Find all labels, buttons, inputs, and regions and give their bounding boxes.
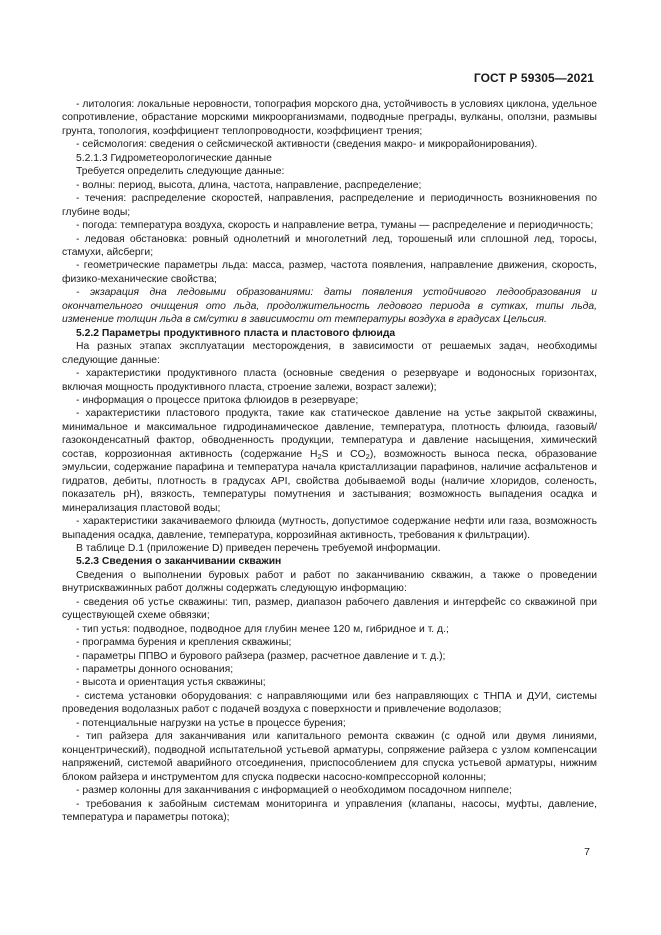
subscript: 2 [317, 451, 322, 461]
paragraph: На разных этапах эксплуатации месторождения, в зависимости от решаемых задач, необходимы следующие данные: [62, 341, 597, 366]
list-item: - требования к забойным системам мониторинга и управления (клапаны, насосы, муфты, давление, температура и параметры потока); [62, 798, 597, 824]
list-item: - волны: период, высота, длина, частота, направление, распределение; [76, 179, 422, 191]
list-item: - погода: температура воздуха, скорость и направление ветра, туманы — распределение и периодичность; [76, 220, 594, 232]
list-item: - характеристики продуктивного пласта (основные сведения о резервуаре и водоносных горизонтах, включая мощность продуктивного пласта, строение залежи, возраст залежи); [62, 368, 597, 393]
list-item: - потенциальные нагрузки на устье в процессе бурения; [76, 717, 346, 729]
list-item-fluid-properties [62, 407, 597, 515]
list-item: - параметры ППВО и бурового райзера (размер, расчетное давление и т. д.); [76, 650, 446, 662]
list-item: - программа бурения и крепления скважины; [76, 637, 292, 649]
list-item: - геометрические параметры льда: масса, размер, частота появления, направление движения, скорость, физико-механические свойства; [62, 260, 597, 285]
document-body [62, 98, 597, 824]
list-item: - размер колонны для заканчивания с информацией о необходимом посадочном ниппеле; [76, 785, 512, 797]
subscript: 2 [365, 451, 370, 461]
list-item: - высота и ориентация устья скважины; [76, 677, 266, 689]
paragraph: Требуется определить следующие данные: [76, 166, 285, 178]
list-item: - параметры донного основания; [76, 664, 234, 676]
list-item: - сведения об устье скважины: тип, размер, диапазон рабочего давления и интерфейс со скважиной при существующей схеме обвязки; [62, 596, 597, 622]
list-item: - тип райзера для заканчивания или капитального ремонта скважин (с одной или двумя линиями, концентрический), подводной испытательной устьевой арматуры, сопряжение райзера с узлом компенсации напряжений, системой аварийного отсоединения, приспособлением для спуска устьевой арматуры, нижним блоком райзера и инструментом для спуска подвески насосно-компрессорной колонны; [62, 731, 597, 783]
paragraph-lithology: - литология: локальные неровности, топография морского дна, устойчивость в условиях циклона, удельное сопротивление, обрастание морскими микроорганизмами, подводные преграды, вулканы, оползни, размывы грунта, топология, коэффициент теплопроводности, коэффициент трения; [62, 99, 597, 137]
text-span: - характеристики пластового продукта, такие как статическое давление на устье закрытой скважины, минимальное и максимальное гидродинамическое давление, температура, плотность флюида, газовый/газоконденсатный фактор, обводненность продукции, температура и давление насыщения, химический состав, коррозионная активность (содержание H [62, 408, 597, 460]
list-item-italic: - экзарация дна ледовыми образованиями: даты появления устойчивого ледообразования и окончательного очищения ото льда, продолжительность ледового периода в сутках, типы льда, изменение толщин льда в см/сутки в зависимости от температуры воздуха в градусах Цельсия. [62, 287, 597, 326]
text-span: ), возможность выноса песка, образование эмульсии, содержание парафина и температура начала кристаллизации парафинов, наличие асфальтенов и гидратов, дебиты, плотность в градусах API, свойства добываемой воды (наличие хлоридов, соленость, показатель pH), вязкость, температуры помутнения и застывания; возможность выпадения осадка и минерализация пластовой воды; [62, 448, 597, 514]
list-item: - информация о процессе притока флюидов в резервуаре; [76, 394, 359, 406]
paragraph-seismology: - сейсмология: сведения о сейсмической активности (сведения макро- и микрорайонирования). [76, 139, 538, 151]
paragraph: Сведения о выполнении буровых работ и работ по заканчиванию скважин, а также о проведении внутрискважинных работ должны содержать следующую информацию: [62, 569, 597, 595]
paragraph: В таблице D.1 (приложение D) приведен перечень требуемой информации. [76, 542, 441, 554]
text-span: S и CO [321, 448, 366, 460]
list-item: - система установки оборудования: с направляющими или без направляющих с ТНПА и ДУИ, системы проведения водолазных работ с подачей воздуха с поверхности и привлечение водолазов; [62, 690, 597, 716]
list-item: - характеристики закачиваемого флюида (мутность, допустимое содержание нефти или газа, возможность выпадения осадка, давление, температура, коррозийная активность, требования к фильтрации). [62, 516, 597, 541]
document-header: ГОСТ Р 59305—2021 [473, 71, 594, 85]
list-item: - тип устья: подводное, подводное для глубин менее 120 м, гибридное и т. д.; [76, 623, 449, 635]
section-heading: 5.2.3 Сведения о заканчивании скважин [76, 556, 282, 568]
subsection-heading: 5.2.1.3 Гидрометеорологические данные [76, 152, 272, 164]
list-item: - ледовая обстановка: ровный однолетний и многолетний лед, торошеный или сплошной лед, торосы, стамухи, айсберги; [62, 233, 597, 258]
section-heading: 5.2.2 Параметры продуктивного пласта и пластового флюида [76, 327, 396, 339]
page-number: 7 [584, 846, 590, 858]
list-item: - течения: распределение скоростей, направления, распределение и периодичность возникновения по глубине воды; [62, 193, 597, 218]
